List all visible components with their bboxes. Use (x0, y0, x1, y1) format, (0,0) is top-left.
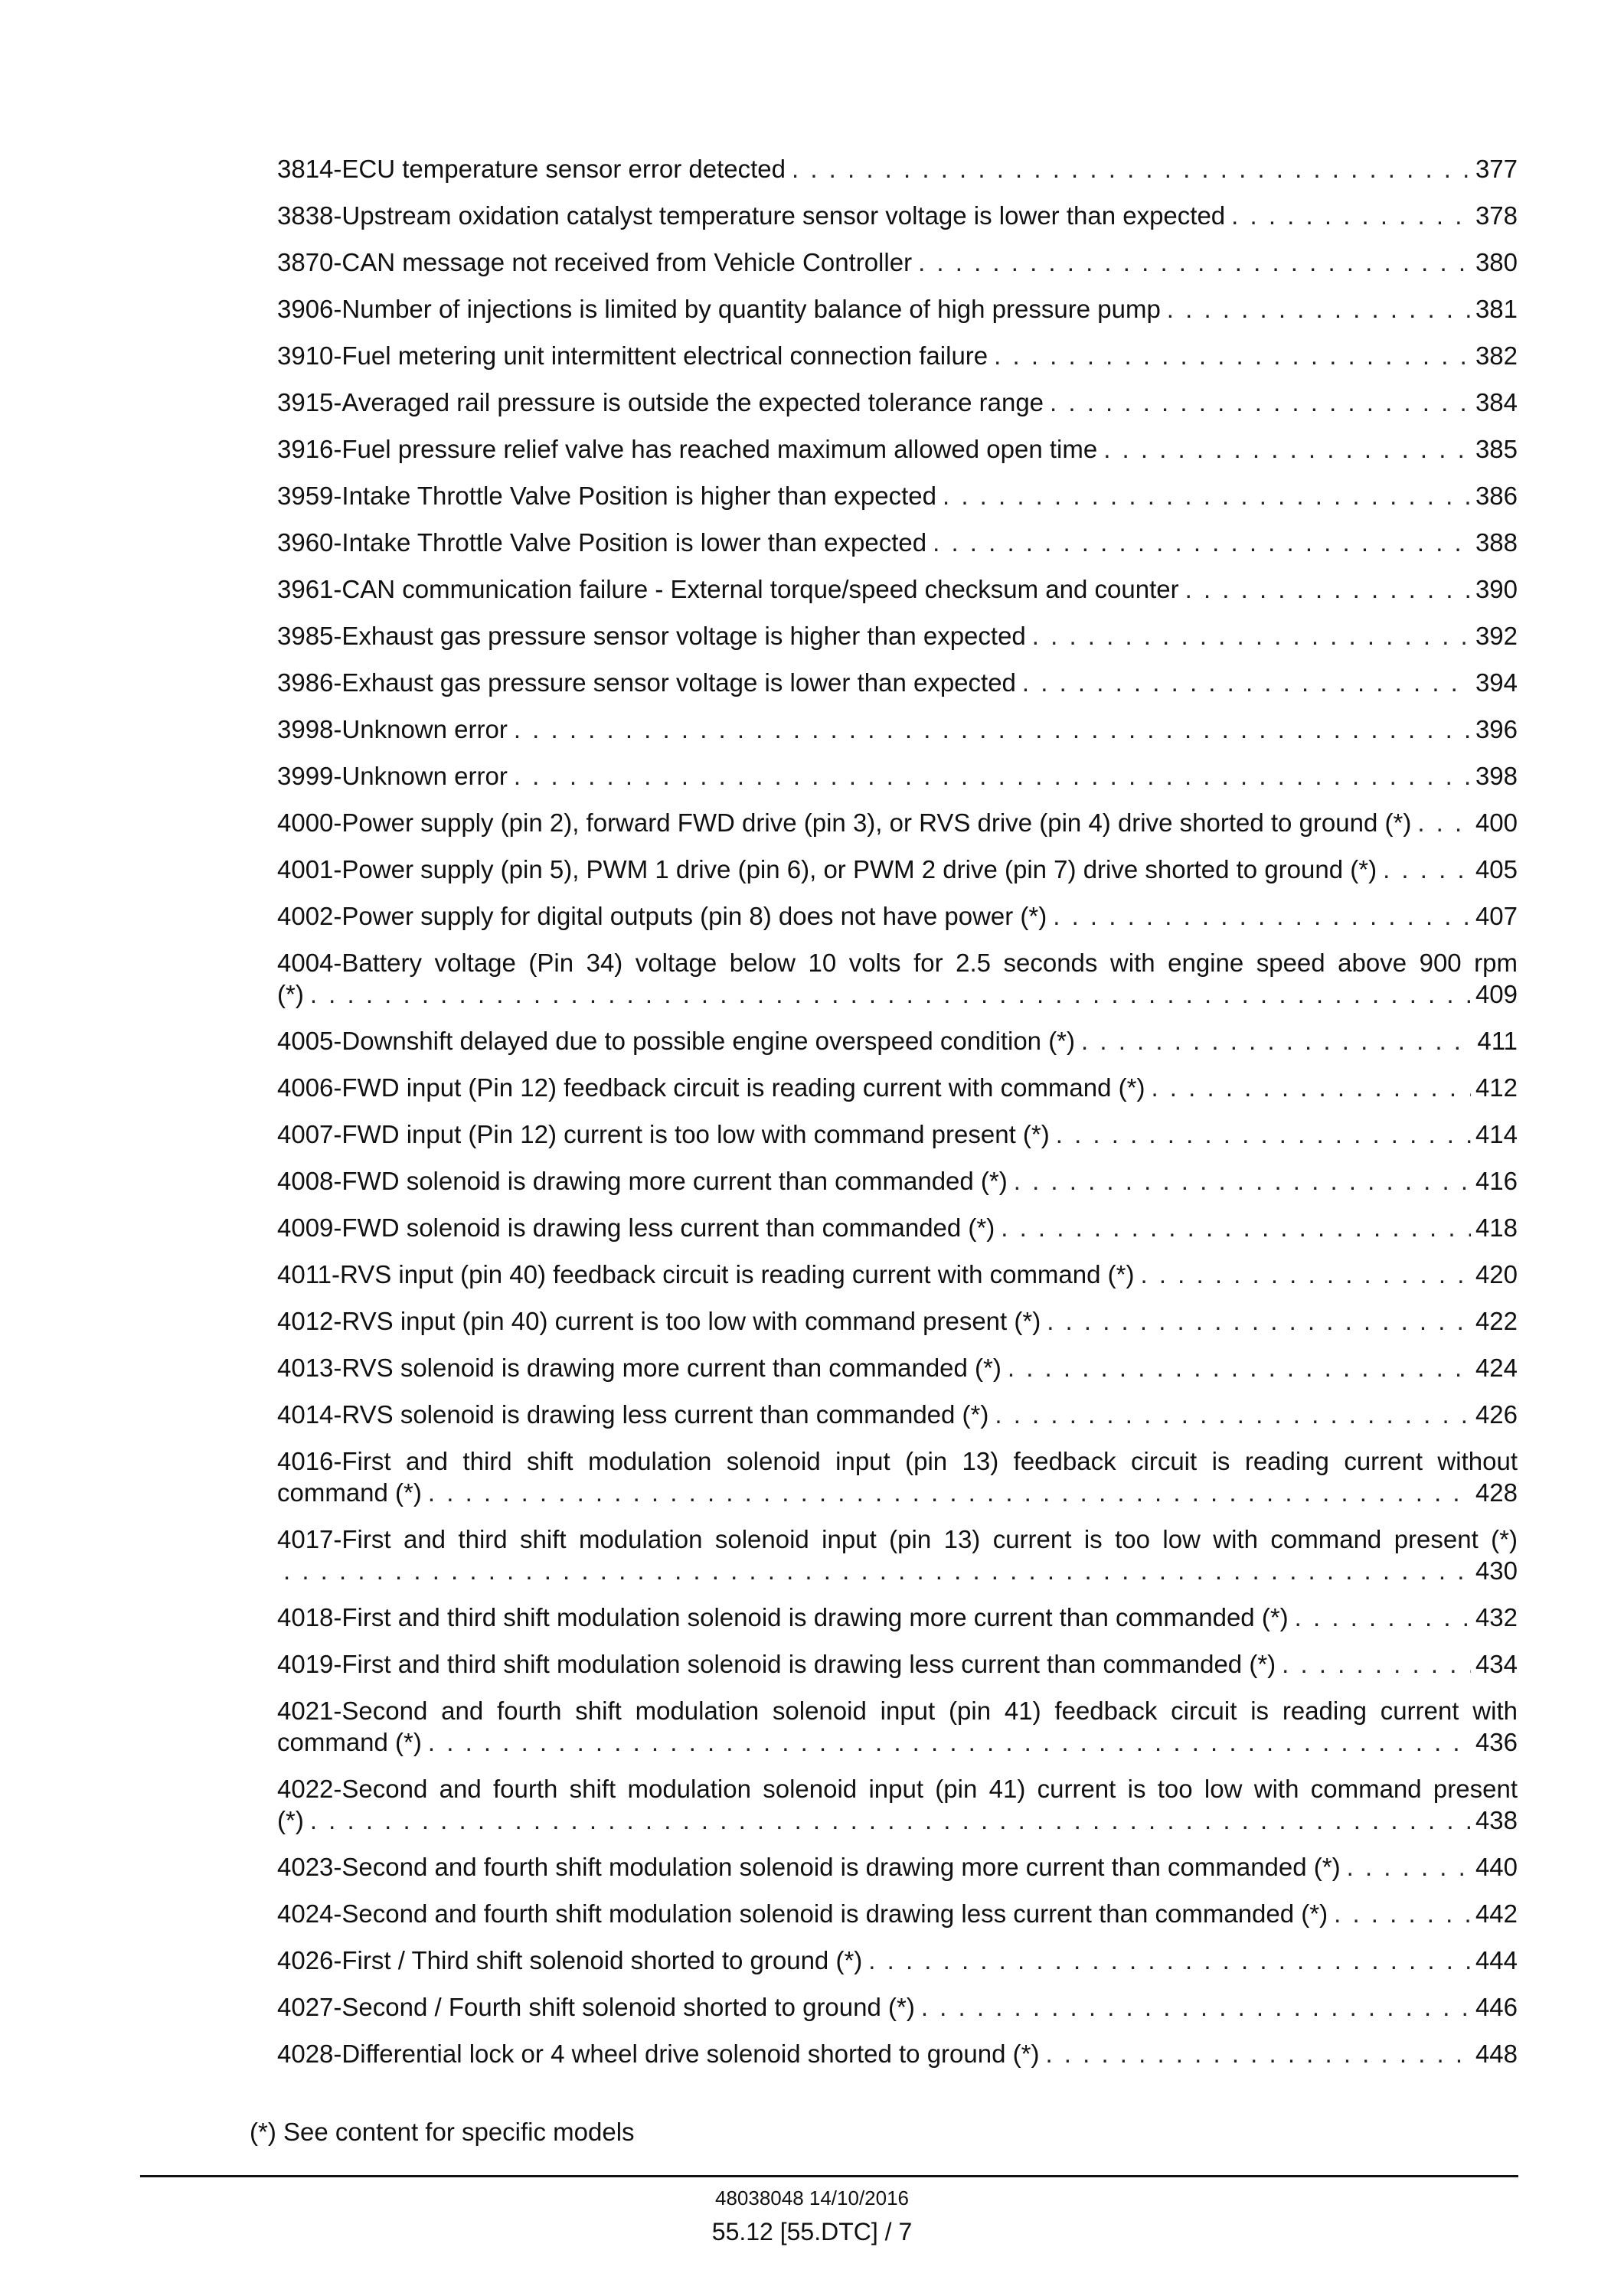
toc-entry-title: 4013-RVS solenoid is drawing more current than commanded (*) (277, 1354, 1002, 1382)
toc-entry-line (277, 1025, 1518, 1057)
dot-leader (1081, 1025, 1472, 1057)
toc-entry-line (277, 1991, 1518, 2023)
toc-entry[interactable] (277, 480, 1518, 511)
dot-leader (514, 714, 1471, 745)
toc-entry-line (277, 527, 1518, 558)
dot-leader (933, 527, 1471, 558)
toc-entry-page-number: 418 (1475, 1213, 1518, 1242)
toc-entry[interactable] (277, 1945, 1518, 1976)
toc-entry-title: 3999-Unknown error (277, 762, 508, 790)
toc-entry-page-number: 420 (1475, 1260, 1518, 1288)
toc-entry-page-number: 392 (1475, 622, 1518, 650)
toc-entry-line (277, 854, 1518, 885)
dot-leader (943, 480, 1471, 511)
toc-entry-title-line: 4016-First and third shift modulation solenoid input (pin 13) feedback circuit is reading current without (277, 1447, 1518, 1475)
toc-entry-title: 3906-Number of injections is limited by quantity balance of high pressure pump (277, 295, 1161, 323)
toc-entry-line (277, 433, 1518, 465)
toc-entry-page-number: 440 (1475, 1853, 1518, 1881)
toc-entry-title-line: 4021-Second and fourth shift modulation solenoid input (pin 41) feedback circuit is reading current with (277, 1697, 1518, 1725)
toc-entry-title: 4005-Downshift delayed due to possible engine overspeed condition (*) (277, 1027, 1076, 1055)
toc-entry-title-line: 4004-Battery voltage (Pin 34) voltage below 10 volts for 2.5 seconds with engine speed above 900 rpm (277, 949, 1518, 977)
toc-entry-title-line: 4022-Second and fourth shift modulation solenoid input (pin 41) current is too low with command present (277, 1775, 1518, 1803)
toc-entry-line (277, 1851, 1518, 1883)
toc-entry-page-number: 378 (1475, 201, 1518, 230)
dot-leader (792, 153, 1471, 185)
toc-entry-title: command (*) (277, 1478, 422, 1507)
toc-entry-page-number: 384 (1475, 388, 1518, 416)
toc-entry-title: 4000-Power supply (pin 2), forward FWD drive (pin 3), or RVS drive (pin 4) drive shorted to ground (*) (277, 808, 1412, 837)
toc-entry-title: 4018-First and third shift modulation solenoid is drawing more current than commanded (*) (277, 1603, 1289, 1631)
toc-entry-page-number: 407 (1475, 902, 1518, 930)
toc-entry-line (277, 1602, 1518, 1633)
toc-entry-line (277, 1259, 1518, 1290)
toc-entry-title: command (*) (277, 1728, 422, 1756)
toc-entry-page-number: 411 (1477, 1027, 1518, 1055)
toc-entry-title: 3960-Intake Throttle Valve Position is lower than expected (277, 528, 927, 557)
dot-leader (1056, 1119, 1471, 1150)
toc-entry-line (277, 340, 1518, 371)
toc-entry-page-number: 432 (1475, 1603, 1518, 1631)
toc-entry[interactable] (277, 1773, 1518, 1836)
toc-entry[interactable] (277, 1212, 1518, 1243)
dot-leader (514, 760, 1471, 792)
toc-entry[interactable] (277, 2038, 1518, 2069)
toc-entry-line (277, 667, 1518, 698)
table-of-contents (277, 153, 1518, 2085)
toc-entry-title: 4023-Second and fourth shift modulation solenoid is drawing more current than commanded (*) (277, 1853, 1341, 1881)
toc-entry[interactable] (277, 200, 1518, 231)
toc-entry-page-number: 405 (1475, 855, 1518, 883)
dot-leader (1001, 1212, 1471, 1243)
toc-entry[interactable] (277, 1399, 1518, 1430)
toc-entry[interactable] (277, 1305, 1518, 1337)
toc-entry-line (277, 200, 1518, 231)
toc-entry[interactable] (277, 1602, 1518, 1633)
toc-entry-line (277, 1305, 1518, 1337)
toc-entry-line (277, 1352, 1518, 1383)
toc-entry[interactable] (277, 293, 1518, 325)
dot-leader (1167, 293, 1471, 325)
toc-entry-page-number: 434 (1475, 1650, 1518, 1678)
dot-leader (1185, 573, 1471, 605)
footnote: (*) See content for specific models (250, 2118, 635, 2146)
dot-leader (1008, 1352, 1471, 1383)
toc-entry-line (277, 480, 1518, 511)
toc-entry-title: 3985-Exhaust gas pressure sensor voltage is higher than expected (277, 622, 1026, 650)
footer-page-reference: 55.12 [55.DTC] / 7 (711, 2218, 913, 2245)
toc-entry-page-number: 428 (1475, 1478, 1518, 1507)
toc-entry-title: 4011-RVS input (pin 40) feedback circuit is reading current with command (*) (277, 1260, 1135, 1288)
toc-entry[interactable] (277, 1524, 1518, 1586)
toc-entry-title: 4009-FWD solenoid is drawing less current than commanded (*) (277, 1213, 995, 1242)
dot-leader (1151, 1072, 1470, 1103)
toc-entry-line (277, 387, 1518, 418)
toc-entry-title: 3870-CAN message not received from Vehicle Controller (277, 248, 913, 276)
toc-entry-title: 4024-Second and fourth shift modulation solenoid is drawing less current than commanded (*) (277, 1899, 1328, 1928)
toc-entry-line (277, 573, 1518, 605)
toc-entry-title: 4012-RVS input (pin 40) current is too low with command present (*) (277, 1307, 1041, 1335)
dot-leader (868, 1945, 1471, 1976)
toc-entry-line (277, 620, 1518, 652)
toc-entry[interactable] (277, 714, 1518, 745)
toc-entry[interactable] (277, 433, 1518, 465)
toc-entry-title: 4006-FWD input (Pin 12) feedback circuit is reading current with command (*) (277, 1073, 1145, 1102)
toc-entry-title: 3838-Upstream oxidation catalyst temperature sensor voltage is lower than expected (277, 201, 1226, 230)
dot-leader (283, 1555, 1471, 1586)
toc-entry-line (277, 1945, 1518, 1976)
dot-leader (1383, 854, 1471, 885)
toc-entry-page-number: 388 (1475, 528, 1518, 557)
toc-entry-line (277, 1072, 1518, 1103)
toc-entry-page-number: 430 (1475, 1556, 1518, 1585)
toc-entry[interactable] (277, 620, 1518, 652)
toc-entry-line (277, 760, 1518, 792)
toc-entry-page-number: 414 (1475, 1120, 1518, 1148)
toc-entry[interactable] (277, 1991, 1518, 2023)
toc-entry-title: (*) (277, 980, 304, 1008)
toc-entry-title: 3916-Fuel pressure relief valve has reached maximum allowed open time (277, 435, 1098, 463)
toc-entry[interactable] (277, 667, 1518, 698)
toc-entry-line (277, 1648, 1518, 1680)
toc-entry-line (277, 1212, 1518, 1243)
toc-entry-line (277, 978, 1518, 1010)
dot-leader (1140, 1259, 1470, 1290)
toc-entry-title: 3915-Averaged rail pressure is outside the expected tolerance range (277, 388, 1044, 416)
dot-leader (918, 247, 1471, 278)
toc-entry-page-number: 396 (1475, 715, 1518, 743)
toc-entry[interactable] (277, 900, 1518, 932)
toc-entry-title: 4007-FWD input (Pin 12) current is too low with command present (*) (277, 1120, 1050, 1148)
toc-entry-title: 3814-ECU temperature sensor error detected (277, 155, 786, 183)
toc-entry[interactable] (277, 1352, 1518, 1383)
toc-entry[interactable] (277, 340, 1518, 371)
toc-entry-page-number: 377 (1475, 155, 1518, 183)
toc-entry[interactable] (277, 1851, 1518, 1883)
dot-leader (1014, 1165, 1471, 1197)
dot-leader (1347, 1851, 1471, 1883)
toc-entry-title: 4014-RVS solenoid is drawing less current than commanded (*) (277, 1400, 989, 1429)
toc-entry-page-number: 426 (1475, 1400, 1518, 1429)
toc-entry[interactable] (277, 247, 1518, 278)
dot-leader (1032, 620, 1471, 652)
footer-document-id: 48038048 14/10/2016 (714, 2187, 910, 2209)
toc-entry-title: 3998-Unknown error (277, 715, 508, 743)
toc-entry-title: 3910-Fuel metering unit intermittent electrical connection failure (277, 341, 988, 370)
toc-entry-page-number: 381 (1475, 295, 1518, 323)
dot-leader (994, 340, 1471, 371)
toc-entry-line (277, 2038, 1518, 2069)
toc-entry-page-number: 400 (1475, 808, 1518, 837)
toc-entry-title: (*) (277, 1806, 304, 1834)
dot-leader (921, 1991, 1471, 2023)
toc-entry-title: 3961-CAN communication failure - External torque/speed checksum and counter (277, 575, 1179, 603)
toc-entry-page-number: 398 (1475, 762, 1518, 790)
toc-entry-line (277, 1119, 1518, 1150)
toc-entry-line (277, 1726, 1518, 1758)
dot-leader (1022, 667, 1471, 698)
toc-entry[interactable] (277, 947, 1518, 1010)
toc-entry[interactable] (277, 1165, 1518, 1197)
dot-leader (1231, 200, 1471, 231)
dot-leader (1103, 433, 1471, 465)
toc-entry[interactable] (277, 760, 1518, 792)
toc-entry-title: 4026-First / Third shift solenoid shorted to ground (*) (277, 1946, 863, 1974)
toc-entry-line (277, 1477, 1518, 1508)
toc-entry-page-number: 442 (1475, 1899, 1518, 1928)
toc-entry-line (277, 293, 1518, 325)
toc-entry-page-number: 412 (1475, 1073, 1518, 1102)
toc-entry[interactable] (277, 1445, 1518, 1508)
toc-entry-title: 4027-Second / Fourth shift solenoid shorted to ground (*) (277, 1993, 915, 2021)
dot-leader (1050, 387, 1471, 418)
toc-entry-line (277, 1804, 1518, 1836)
dot-leader (310, 978, 1471, 1010)
toc-entry-page-number: 409 (1475, 980, 1518, 1008)
dot-leader (995, 1399, 1471, 1430)
toc-entry[interactable] (277, 1072, 1518, 1103)
dot-leader (1047, 1305, 1471, 1337)
dot-leader (1295, 1602, 1471, 1633)
dot-leader (1282, 1648, 1471, 1680)
toc-entry-page-number: 385 (1475, 435, 1518, 463)
dot-leader (428, 1477, 1471, 1508)
toc-entry-line (277, 247, 1518, 278)
toc-entry[interactable] (277, 153, 1518, 185)
toc-entry[interactable] (277, 527, 1518, 558)
dot-leader (1053, 900, 1471, 932)
toc-entry-page-number: 446 (1475, 1993, 1518, 2021)
toc-entry-title: 4002-Power supply for digital outputs (pin 8) does not have power (*) (277, 902, 1047, 930)
toc-entry-page-number: 382 (1475, 341, 1518, 370)
toc-entry-line (277, 714, 1518, 745)
toc-entry-title: 4001-Power supply (pin 5), PWM 1 drive (pin 6), or PWM 2 drive (pin 7) drive shorted to ground (*) (277, 855, 1377, 883)
dot-leader (310, 1804, 1471, 1836)
toc-entry-page-number: 390 (1475, 575, 1518, 603)
toc-entry-line (277, 1898, 1518, 1929)
toc-entry[interactable] (277, 387, 1518, 418)
toc-entry[interactable] (277, 573, 1518, 605)
toc-entry[interactable] (277, 854, 1518, 885)
toc-entry-page-number: 386 (1475, 482, 1518, 510)
toc-entry-title: 3959-Intake Throttle Valve Position is higher than expected (277, 482, 936, 510)
toc-entry[interactable] (277, 1648, 1518, 1680)
dot-leader (428, 1726, 1471, 1758)
toc-entry[interactable] (277, 1025, 1518, 1057)
toc-entry-title: 4028-Differential lock or 4 wheel drive solenoid shorted to ground (*) (277, 2040, 1040, 2068)
toc-entry-title-line: 4017-First and third shift modulation solenoid input (pin 13) current is too low with command present (*) (277, 1525, 1518, 1553)
toc-entry-line (277, 1555, 1518, 1586)
dot-leader (1417, 807, 1471, 838)
toc-entry-page-number: 394 (1475, 668, 1518, 697)
toc-entry[interactable] (277, 1695, 1518, 1758)
toc-entry-page-number: 436 (1475, 1728, 1518, 1756)
toc-entry-line (277, 1399, 1518, 1430)
toc-entry-page-number: 380 (1475, 248, 1518, 276)
toc-entry-line (277, 1165, 1518, 1197)
toc-entry-title: 3986-Exhaust gas pressure sensor voltage is lower than expected (277, 668, 1016, 697)
dot-leader (1045, 2038, 1470, 2069)
toc-entry-page-number: 448 (1475, 2040, 1518, 2068)
toc-entry-page-number: 444 (1475, 1946, 1518, 1974)
toc-entry-page-number: 422 (1475, 1307, 1518, 1335)
toc-entry[interactable] (277, 1119, 1518, 1150)
toc-entry-title: 4008-FWD solenoid is drawing more current than commanded (*) (277, 1167, 1008, 1195)
toc-entry[interactable] (277, 807, 1518, 838)
toc-entry-line (277, 153, 1518, 185)
toc-entry-page-number: 424 (1475, 1354, 1518, 1382)
toc-entry[interactable] (277, 1898, 1518, 1929)
toc-entry-page-number: 416 (1475, 1167, 1518, 1195)
toc-entry-title: 4019-First and third shift modulation solenoid is drawing less current than commanded (*) (277, 1650, 1276, 1678)
toc-entry-line (277, 900, 1518, 932)
toc-entry-line (277, 807, 1518, 838)
dot-leader (1334, 1898, 1471, 1929)
toc-entry[interactable] (277, 1259, 1518, 1290)
footer-divider (140, 2175, 1518, 2177)
toc-entry-page-number: 438 (1475, 1806, 1518, 1834)
